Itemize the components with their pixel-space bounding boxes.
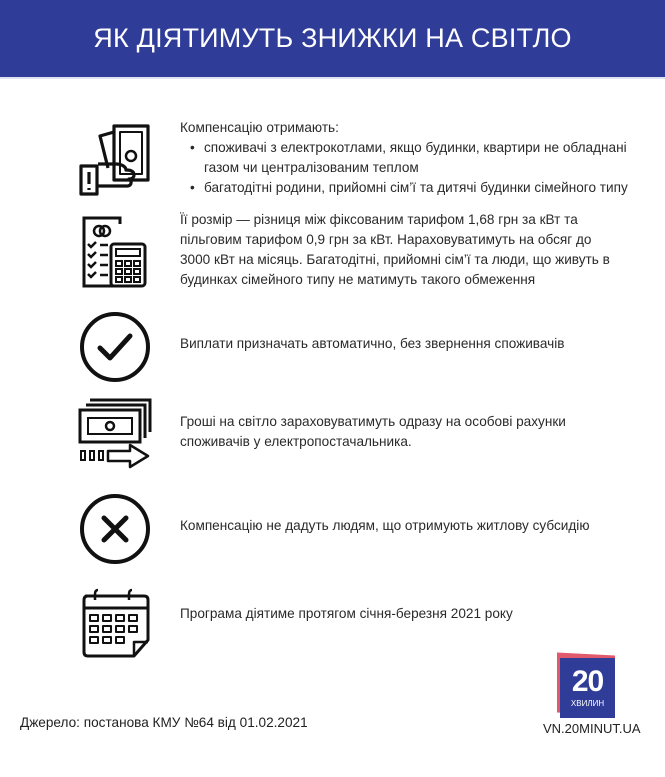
header-banner [0,0,665,77]
intro-text: Компенсацію отримають: [180,120,339,135]
logo-front-shape [560,658,615,718]
bullet-item: • споживачі з електрокотлами, якщо будинки, квартири не обладнані газом чи централізованим теплом [190,138,660,178]
hand-with-money-icon [78,122,152,196]
info-text: Виплати призначать автоматично, без звернення споживачів [180,336,565,351]
calculator-checklist-icon [78,214,152,288]
check-circle-icon [78,310,152,384]
logo-word: ХВИЛИН [570,699,605,708]
source-note: Джерело: постанова КМУ №64 від 01.02.2021 [20,715,308,730]
info-text [180,118,665,198]
bullet-list [180,138,665,198]
money-transfer-icon [78,396,152,470]
calendar-icon [78,586,152,660]
divider [0,77,665,79]
page-title: ЯК ДІЯТИМУТЬ ЗНИЖКИ НА СВІТЛО [93,23,572,53]
info-text: Гроші на світло зараховуватимуть одразу на особові рахунки споживачів у електропостачальника. [180,414,566,449]
logo-20-khvylyn [555,652,625,722]
bullet-item: • багатодітні родини, прийомні сім’ї та дитячі будинки сімейного типу [190,178,665,198]
site-url: VN.20MINUT.UA [543,721,641,736]
info-text: Програма діятиме протягом січня-березня 2021 року [180,606,513,621]
info-text: Компенсацію не дадуть людям, що отримують житлову субсидію [180,518,590,533]
x-circle-icon [78,492,152,566]
logo-number: 20 [571,665,604,698]
info-text: Її розмір — різниця між фіксованим тарифом 1,68 грн за кВт та пільговим тарифом 0,9 грн за кВт. Нараховуватимуть на обсяг до 3000 кВт на місяць. Багатодітні, прийомні сім’ї та люди, що живуть в будинках сімейного типу не матимуть такого обмеження [180,212,610,287]
